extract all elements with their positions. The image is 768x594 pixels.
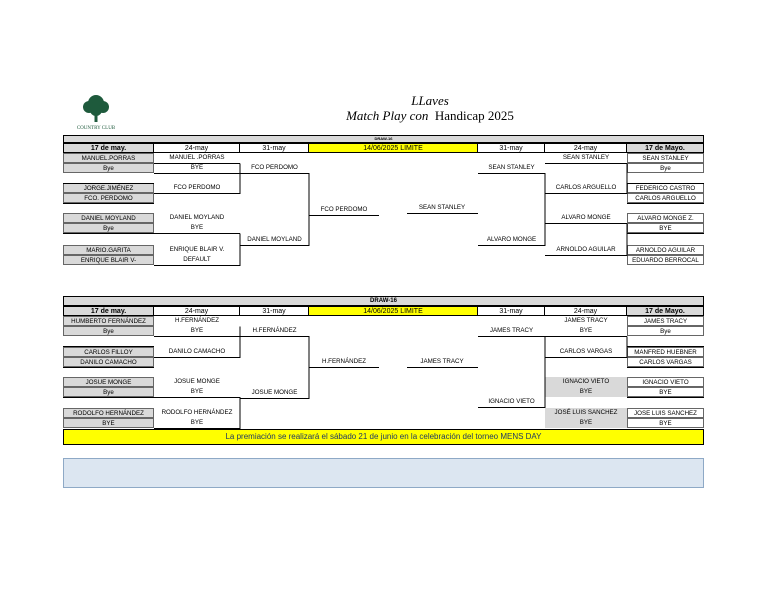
player-cell: BYE: [627, 223, 704, 233]
finalist-left: FCO PERDOMO: [320, 206, 368, 213]
player-cell: DEFAULT: [183, 256, 211, 263]
player-cell: Bye: [63, 326, 154, 336]
player-cell: DANIEL MOYLAND: [247, 236, 302, 243]
player-cell: CARLOS VARGAS: [559, 348, 613, 355]
title-line-1: LLaves: [411, 93, 449, 108]
player-cell: MANUEL.PORRAS: [63, 153, 154, 163]
player-cell: BYE: [63, 418, 154, 428]
player-cell: MANFRED HUEBNER: [627, 347, 704, 357]
logo-text: COUNTRY CLUB: [76, 126, 116, 131]
round-header-row: [63, 143, 704, 153]
round-header: 24-may: [154, 306, 240, 316]
round-header-row: [63, 306, 704, 316]
player-cell: JOSE LUIS SANCHEZ: [627, 408, 704, 418]
player-cell: BYE: [190, 224, 204, 231]
player-cell: DANIEL MOYLAND: [169, 214, 225, 221]
player-cell: DANILO CAMACHO: [168, 348, 226, 355]
player-cell: FEDERICO CASTRO: [627, 183, 704, 193]
player-cell: IGNACIO VIETO: [627, 377, 704, 387]
player-cell: CARLOS ARGUELLO: [555, 184, 617, 191]
player-cell: BYE: [190, 419, 204, 426]
player-cell: JOSUE MONGE: [63, 377, 154, 387]
info-box: [63, 458, 704, 488]
player-cell: FCO PERDOMO: [251, 164, 298, 171]
player-cell: JOSUE MONGE: [251, 389, 298, 396]
player-cell: FCO PERDOMO: [173, 184, 221, 191]
player-cell: DANILO CAMACHO: [63, 357, 154, 367]
player-cell: JOSUE MONGE: [174, 378, 220, 385]
player-cell: BYE: [545, 418, 627, 428]
player-cell: H.FERNÁNDEZ: [174, 317, 219, 324]
bracket-1: [63, 135, 704, 267]
player-cell: ARNOLDO AGUILAR: [556, 246, 616, 253]
finalist-right: SEAN STANLEY: [418, 204, 466, 211]
player-cell: RODOLFO HERNÁNDEZ: [63, 408, 154, 418]
player-cell: HUMBERTO FERNÁNDEZ: [63, 316, 154, 326]
player-cell: JAMES TRACY: [489, 327, 534, 334]
player-cell: ENRIQUE BLAIR V-: [63, 255, 154, 265]
round-header: 24-may: [545, 306, 627, 316]
player-cell: ALVARO MONGE: [486, 236, 537, 243]
player-cell: Bye: [63, 223, 154, 233]
player-cell: SEAN STANLEY: [627, 153, 704, 163]
player-cell: Bye: [627, 326, 704, 336]
player-cell: IGNACIO VIETO: [545, 377, 627, 387]
player-cell: JOSÉ LUIS SANCHEZ: [545, 408, 627, 418]
player-cell: BYE: [627, 418, 704, 428]
draw-label: DRAW-16: [63, 296, 704, 306]
player-cell: SEAN STANLEY: [488, 164, 535, 171]
round-header: 17 de may.: [63, 306, 154, 316]
player-cell: DANIEL MOYLAND: [63, 213, 154, 223]
player-cell: ENRIQUE BLAIR V.: [169, 246, 225, 253]
player-cell: BYE: [190, 388, 204, 395]
player-cell: BYE: [627, 387, 704, 397]
player-cell: EDUARDO BERROCAL: [627, 255, 704, 265]
round-header: 17 de Mayo.: [627, 306, 704, 316]
finalist-right: JAMES TRACY: [420, 358, 464, 365]
finalist-left: H.FERNÁNDEZ: [321, 358, 366, 365]
player-cell: MANUEL .PORRAS: [169, 154, 225, 161]
round-header: 31-may: [478, 306, 545, 316]
player-cell: CARLOS FILLOY: [63, 347, 154, 357]
player-cell: FCO. PERDOMO: [63, 193, 154, 203]
player-cell: CARLOS VARGAS: [627, 357, 704, 367]
player-cell: Bye: [63, 163, 154, 173]
player-cell: IGNACIO VIETO: [488, 398, 535, 405]
round-header: 17 de Mayo.: [627, 143, 704, 153]
round-header: 24-may: [545, 143, 627, 153]
round-header: 31-may: [478, 143, 545, 153]
player-cell: ARNOLDO AGUILAR: [627, 245, 704, 255]
player-cell: H.FERNÁNDEZ: [252, 327, 297, 334]
title-line-2: [300, 108, 560, 123]
round-header: 24-may: [154, 143, 240, 153]
title-line-2-italic: Match Play con: [346, 108, 429, 123]
player-cell: Bye: [63, 387, 154, 397]
deadline-header: 14/06/2025 LIMITE: [309, 143, 478, 153]
player-cell: JORGE.JIMÉNEZ: [63, 183, 154, 193]
player-cell: CARLOS ARGUELLO: [627, 193, 704, 203]
player-cell: RODOLFO HERNÁNDEZ: [161, 409, 233, 416]
round-header: 31-may: [240, 306, 309, 316]
draw-label: DRAW-16: [63, 135, 704, 143]
player-cell: BYE: [190, 164, 204, 171]
club-logo: [74, 94, 118, 134]
bracket-2: [63, 296, 704, 446]
player-cell: BYE: [190, 327, 204, 334]
player-cell: SEAN STANLEY: [562, 154, 610, 161]
round-header: 17 de may.: [63, 143, 154, 153]
player-cell: ALVARO MONGE: [561, 214, 611, 221]
round-header: 31-may: [240, 143, 309, 153]
player-cell: ALVARO MONGE Z.: [627, 213, 704, 223]
player-cell: BYE: [545, 387, 627, 397]
player-cell: JAMES TRACY: [627, 316, 704, 326]
player-cell: MARIO.GARITA: [63, 245, 154, 255]
page-title: [300, 94, 560, 123]
tree-icon: [74, 94, 118, 134]
player-cell: JAMES TRACY: [564, 317, 608, 324]
player-cell: BYE: [579, 327, 593, 334]
player-cell: Bye: [627, 163, 704, 173]
award-note: La premiación se realizará el sábado 21 de junio en la celebración del torneo MENS DAY: [63, 429, 704, 445]
deadline-header: 14/06/2025 LIMITE: [309, 306, 478, 316]
title-line-2-rest: Handicap 2025: [434, 108, 514, 123]
